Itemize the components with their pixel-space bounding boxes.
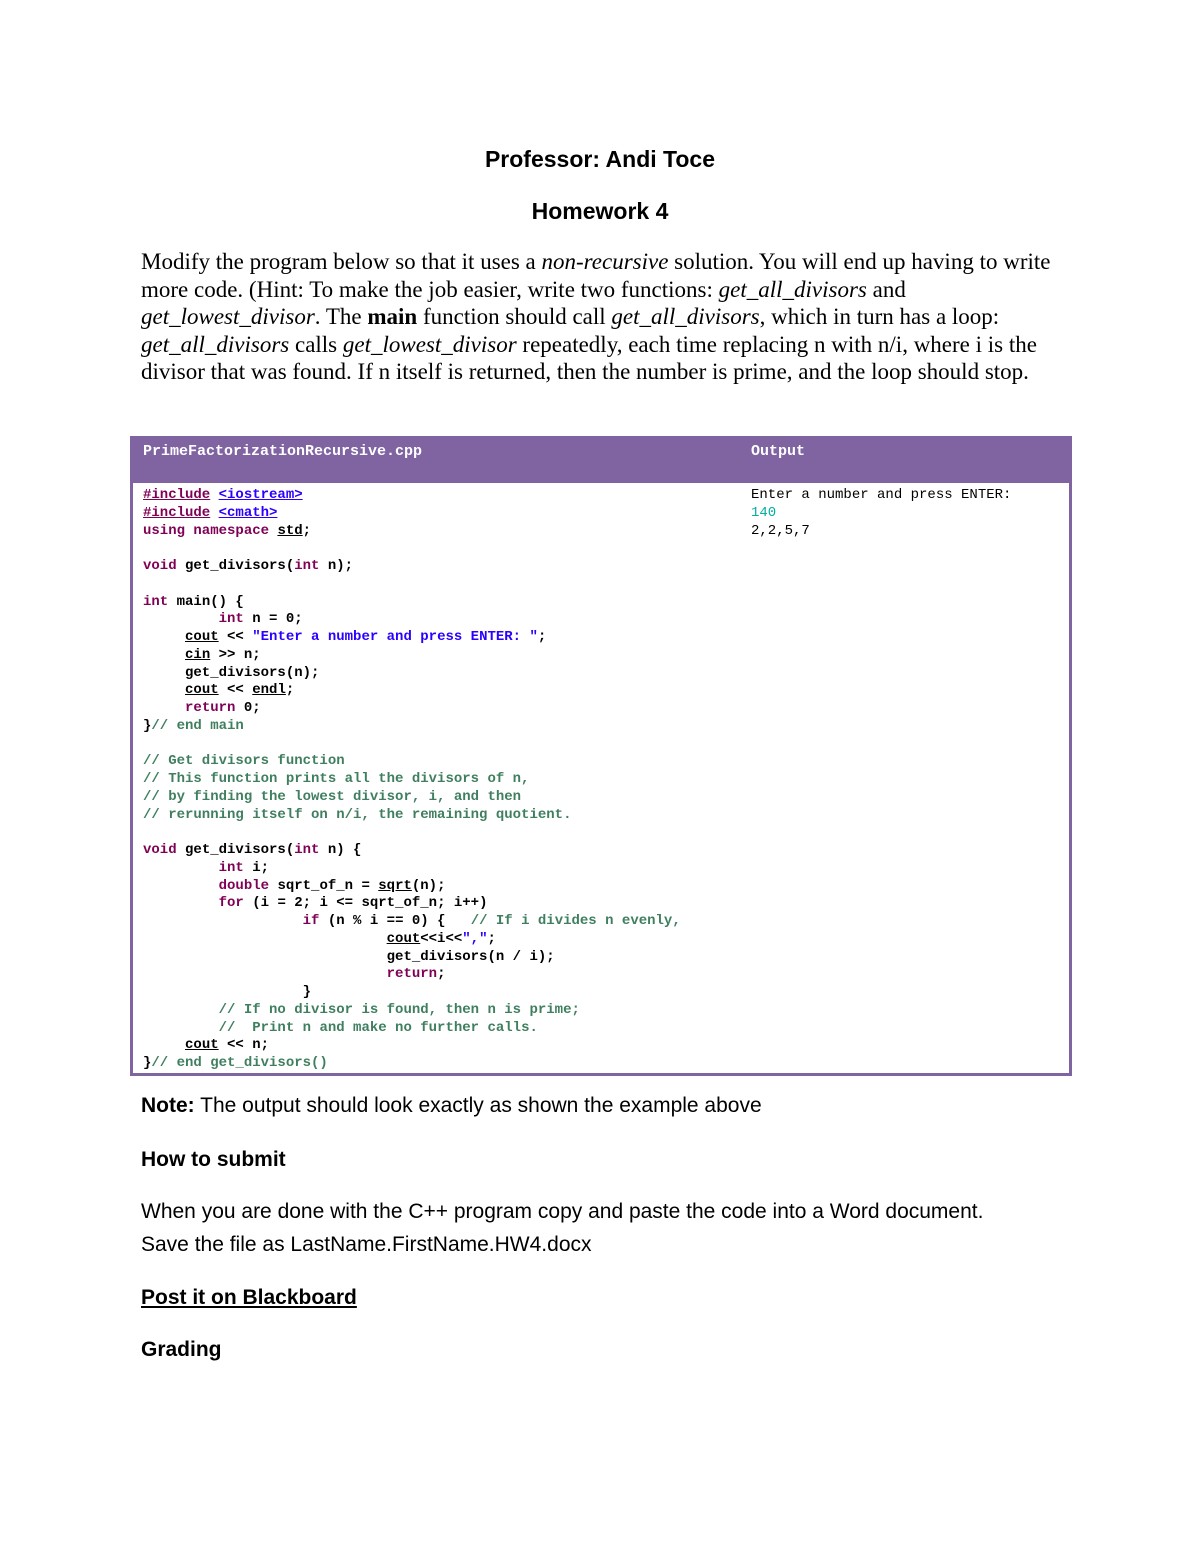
instructions-text: calls	[289, 331, 343, 357]
function-name-get-all-divisors: get_all_divisors	[718, 276, 867, 302]
submit-instruction-1: When you are done with the C++ program copy and paste the code into a Word document.	[141, 1200, 984, 1223]
grading-heading	[141, 1338, 222, 1362]
professor-heading: Professor: Andi Toce	[484, 146, 716, 172]
output-result-line: 2,2,5,7	[751, 522, 810, 539]
post-blackboard	[141, 1286, 357, 1310]
instructions-paragraph	[141, 248, 1071, 386]
instructions-text: , which in turn has a loop:	[759, 304, 1000, 330]
homework-title: Homework 4	[531, 198, 669, 224]
instructions-text: . The	[314, 304, 368, 330]
function-name-get-all-divisors: get_all_divisors	[611, 304, 760, 330]
output-prompt-line: Enter a number and press ENTER:	[751, 487, 1012, 503]
instructions-text: function should call	[417, 304, 612, 330]
code-cell	[132, 482, 742, 1075]
main-keyword: main	[367, 304, 418, 330]
note-line	[141, 1094, 762, 1118]
output-cell	[741, 482, 1071, 1075]
function-name-get-all-divisors: get_all_divisors	[141, 331, 290, 357]
submit-heading-text: How to submit	[141, 1148, 286, 1171]
function-name-get-lowest-divisor: get_lowest_divisor	[342, 331, 517, 357]
file-header: PrimeFactorizationRecursive.cpp	[132, 438, 742, 482]
grading-heading-text: Grading	[141, 1338, 222, 1361]
instructions-text: Modify the program below so that it uses a	[141, 249, 542, 274]
note-text: The output should look exactly as shown the example above	[194, 1094, 762, 1117]
source-code: #include <iostream> #include <cmath> using namespace std; void get_divisors(int n); int main() { int n = 0; cout << "Enter a number and press ENTER: "; cin >> n; get_divisors(n); cout << endl; return 0; }// end main // Get divisors function // This function prints all the divisors of n, // by finding the lowest divisor, i, and then // rerunning itself on n/i, the remaining quotient. void get_divisors(int n) { int i; double sqrt_of_n = sqrt(n); for (i = 2; i <= sqrt_of_n; i++) if (n % i == 0) { // If i divides n evenly, cout<<i<<","; get_divisors(n / i); return; } // If no divisor is found, then n is prime; // Print n and make no further calls. cout << n; }// end get_divisors()	[143, 487, 681, 1071]
instructions-text: repeatedly, each time replacing n with n/i, where i is the divisor that was found. If n itself is returned, then the number is prime, and the loop should stop.	[141, 331, 1037, 385]
instructions-text: solution. You will end up having to write more code. (Hint: To make the job easier, write two functions:	[141, 249, 1051, 302]
submit-instruction-2: Save the file as LastName.FirstName.HW4.docx	[141, 1233, 592, 1256]
code-table	[130, 436, 1072, 1076]
output-header: Output	[741, 438, 1071, 482]
instructions-text: and	[866, 276, 906, 302]
function-name-get-lowest-divisor: get_lowest_divisor	[141, 304, 315, 330]
note-label: Note:	[141, 1094, 195, 1117]
program-output	[751, 487, 1069, 540]
emphasis-non-recursive: non-recursive	[541, 249, 669, 274]
output-input-line: 140	[751, 504, 777, 521]
submit-heading	[141, 1148, 286, 1172]
post-blackboard-text: Post it on Blackboard	[141, 1286, 357, 1309]
